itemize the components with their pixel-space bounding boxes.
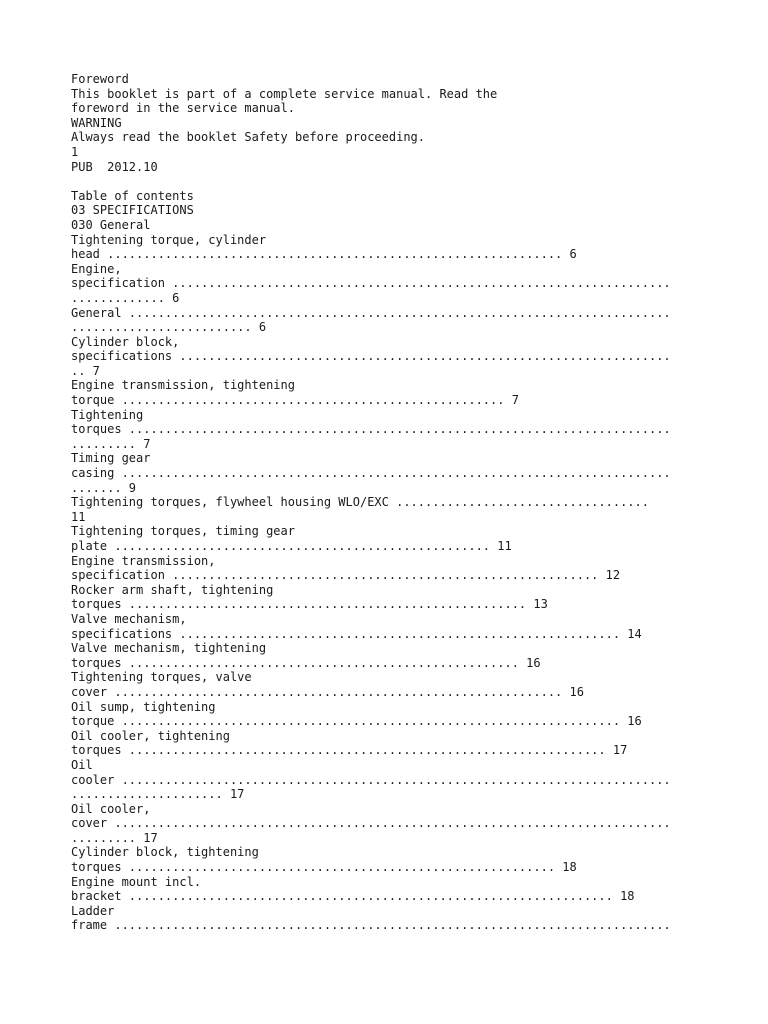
toc-entry-line: Engine transmission, tightening <box>71 378 295 393</box>
toc-entry-line: Oil cooler, <box>71 801 151 816</box>
foreword-heading: Foreword <box>71 72 129 86</box>
toc-entry-line: cooler ............................................................................ <box>71 772 671 787</box>
toc-entry-line: Tightening torques, flywheel housing WLO/EXC ................................... <box>71 495 649 510</box>
toc-entry-line: Cylinder block, <box>71 334 180 349</box>
document-page <box>71 72 711 933</box>
toc-entry-line: ............. 6 <box>71 290 180 305</box>
toc-entry-line: Oil <box>71 757 93 772</box>
toc-entry-line: Tightening torques, valve <box>71 670 252 685</box>
toc-entry-line: Timing gear <box>71 451 151 466</box>
toc-entry-line: specifications .................................................................... <box>71 349 671 364</box>
toc-entry-line: cover ............................................................................. <box>71 816 671 831</box>
toc-entry-line: Engine, <box>71 261 122 276</box>
toc-entry-line: plate .................................................... 11 <box>71 539 512 553</box>
toc-entry-line: torques ........................................................................... <box>71 422 671 437</box>
page-number: 1 <box>71 144 79 159</box>
toc-entries <box>71 233 711 934</box>
toc-entry-line: specification ..................................................................... <box>71 276 671 291</box>
toc-entry-line: torques ........................................................... 18 <box>71 860 577 875</box>
toc-entry-line: torques ...................................................... 16 <box>71 655 541 670</box>
toc-entry-line: Tightening <box>71 407 144 422</box>
toc-entry-line: specifications ............................................................. 14 <box>71 626 642 641</box>
toc-entry-line: .. 7 <box>71 363 100 378</box>
toc-entry-line: Cylinder block, tightening <box>71 845 259 860</box>
toc-entry-line: head ............................................................... 6 <box>71 247 577 262</box>
publication-code: PUB 2012.10 <box>71 159 158 174</box>
toc-entry-line: Valve mechanism, tightening <box>71 641 267 656</box>
foreword-text-line: foreword in the service manual. <box>71 101 295 116</box>
toc-entry-line: casing ............................................................................ <box>71 466 671 481</box>
toc-entry-line: Tightening torques, timing gear <box>71 524 295 539</box>
toc-entry-line: torque ..................................................... 7 <box>71 393 519 408</box>
toc-entry-line: Engine transmission, <box>71 553 216 568</box>
toc-entry-line: specification ........................................................... 12 <box>71 568 621 583</box>
toc-entry-line: torque ..................................................................... 16 <box>71 714 642 729</box>
toc-entry-line: ..................... 17 <box>71 787 245 802</box>
toc-entry-line: Engine mount incl. <box>71 874 202 889</box>
toc-entry-line: ......... 7 <box>71 436 151 451</box>
toc-entry-line: torques ....................................................... 13 <box>71 597 548 612</box>
toc-entry-line: Tightening torque, cylinder <box>71 232 267 247</box>
toc-entry-line: Oil sump, tightening <box>71 699 216 714</box>
spacer <box>71 174 711 189</box>
toc-subsection: 030 General <box>71 217 151 232</box>
toc-entry-line: 11 <box>71 509 86 524</box>
toc-entry-line: bracket ................................................................... 18 <box>71 889 635 904</box>
warning-text: Always read the booklet Safety before proceeding. <box>71 130 426 145</box>
toc-entry-line: frame ............................................................................. <box>71 918 671 933</box>
warning-label: WARNING <box>71 115 122 130</box>
toc-entry-line: torques .................................................................. 17 <box>71 743 628 758</box>
toc-entry-line: Oil cooler, tightening <box>71 728 230 743</box>
toc-entry-line: Valve mechanism, <box>71 611 187 626</box>
toc-entry-line: ......... 17 <box>71 830 158 845</box>
toc-entry-line: ......................... 6 <box>71 320 267 335</box>
foreword-text-line: This booklet is part of a complete service manual. Read the <box>71 86 498 101</box>
toc-entry-line: Ladder <box>71 903 115 918</box>
toc-entry-line: Rocker arm shaft, tightening <box>71 582 274 597</box>
toc-section: 03 SPECIFICATIONS <box>71 203 194 218</box>
toc-entry-line: cover .............................................................. 16 <box>71 684 584 699</box>
toc-entry-line: General ........................................................................... <box>71 305 671 320</box>
toc-entry-line: ....... 9 <box>71 480 137 495</box>
toc-heading: Table of contents <box>71 188 194 203</box>
